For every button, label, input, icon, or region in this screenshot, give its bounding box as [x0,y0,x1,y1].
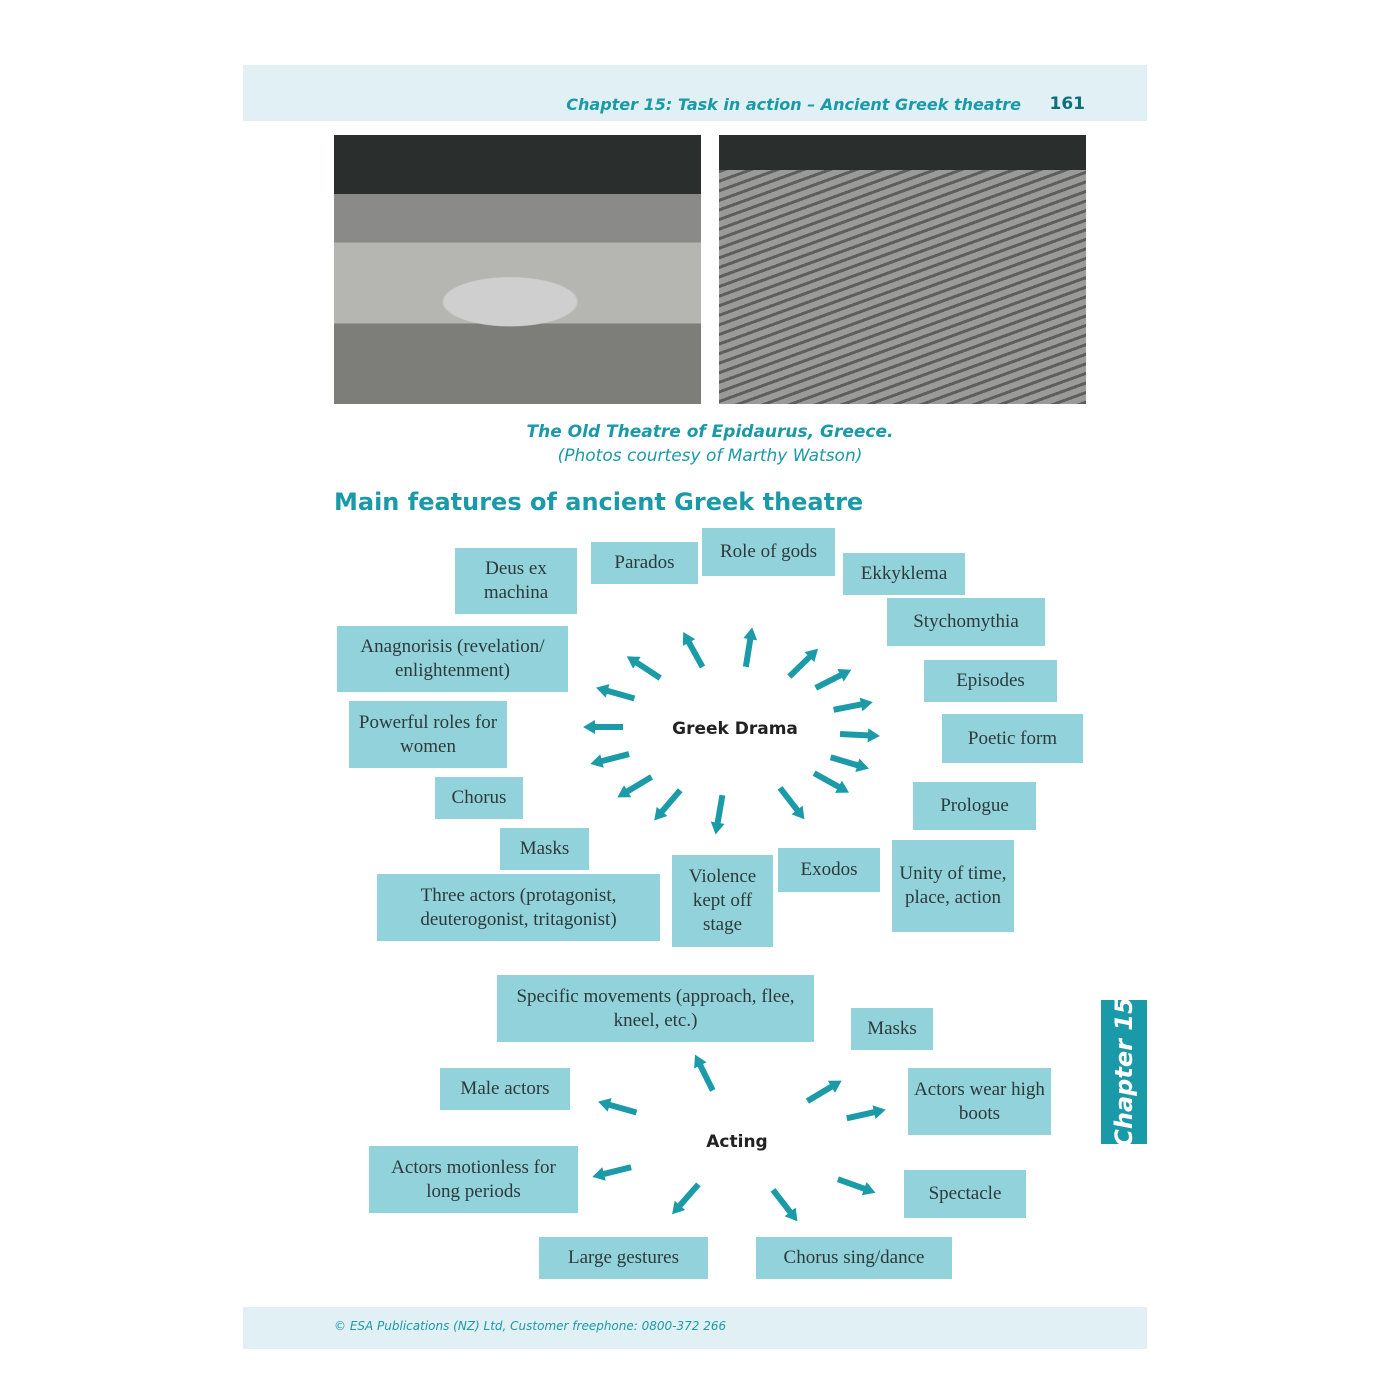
section-heading: Main features of ancient Greek theatre [334,488,864,516]
chapter-title: Chapter 15: Task in action – Ancient Greek theatre [566,95,1021,114]
arrow-icon [622,651,663,685]
feature-box: Unity of time, place, action [892,840,1014,932]
arrow-icon [811,766,853,798]
arrow-icon [768,1185,804,1225]
arrow-icon [614,772,656,805]
arrow-icon [583,721,623,735]
chapter-tab-label: Chapter 15 [1110,997,1138,1147]
arrow-icon [738,626,758,668]
arrow-icon [688,1052,718,1094]
feature-box: Masks [851,1008,933,1050]
feature-box: Role of gods [702,528,835,576]
arrow-icon [710,794,731,836]
arrow-icon [840,726,881,742]
arrow-icon [775,783,811,823]
arrow-icon [836,1172,878,1199]
feature-box: Large gestures [539,1237,708,1279]
page-number: 161 [1049,94,1085,114]
page-footer [243,1307,1147,1349]
feature-box: Stychomythia [887,598,1045,646]
arrow-icon [589,748,631,771]
feature-box: Actors wear high boots [908,1068,1051,1135]
arrow-icon [594,682,636,706]
feature-box: Chorus [435,777,523,819]
feature-box: Powerful roles for women [349,701,507,768]
feature-box: Poetic form [942,714,1083,763]
feature-box: Chorus sing/dance [756,1237,952,1279]
photo-caption-title: The Old Theatre of Epidaurus, Greece. [526,422,894,442]
arrow-icon [812,663,854,694]
feature-box: Actors motionless for long periods [369,1146,578,1213]
page-header [243,65,1147,121]
arrow-icon [845,1102,887,1124]
greek-drama-center: Greek Drama [672,719,798,739]
feature-box: Anagnorisis (revelation/ enlightenment) [337,626,568,692]
acting-center: Acting [706,1132,768,1152]
footer-copyright: © ESA Publications (NZ) Ltd, Customer freephone: 0800-372 266 [334,1319,727,1333]
feature-box: Episodes [924,660,1057,702]
feature-box: Specific movements (approach, flee, kneel, etc.) [497,975,814,1042]
feature-box: Deus ex machina [455,548,577,614]
arrow-icon [803,1074,845,1107]
arrow-icon [832,694,874,715]
photo-caption-credit: (Photos courtesy of Marthy Watson) [557,446,863,466]
feature-box: Parados [591,542,698,584]
feature-box: Masks [500,828,589,870]
feature-box: Male actors [440,1068,570,1110]
feature-box: Prologue [913,782,1036,830]
chapter-tab[interactable] [1101,997,1147,1147]
feature-box: Exodos [778,848,880,892]
feature-box: Violence kept off stage [672,855,773,947]
arrow-icon [596,1096,638,1120]
theatre-photo-seats [719,135,1086,404]
arrow-icon [591,1161,633,1184]
theatre-photo-overview [334,135,701,404]
arrow-icon [668,1180,705,1219]
arrow-icon [829,750,871,775]
feature-box: Spectacle [904,1170,1026,1218]
arrow-icon [650,786,687,825]
arrow-icon [676,629,708,671]
feature-box: Ekkyklema [843,553,965,595]
feature-box: Three actors (protagonist, deuterogonist, tritagonist) [377,874,660,941]
arrow-icon [784,643,822,681]
